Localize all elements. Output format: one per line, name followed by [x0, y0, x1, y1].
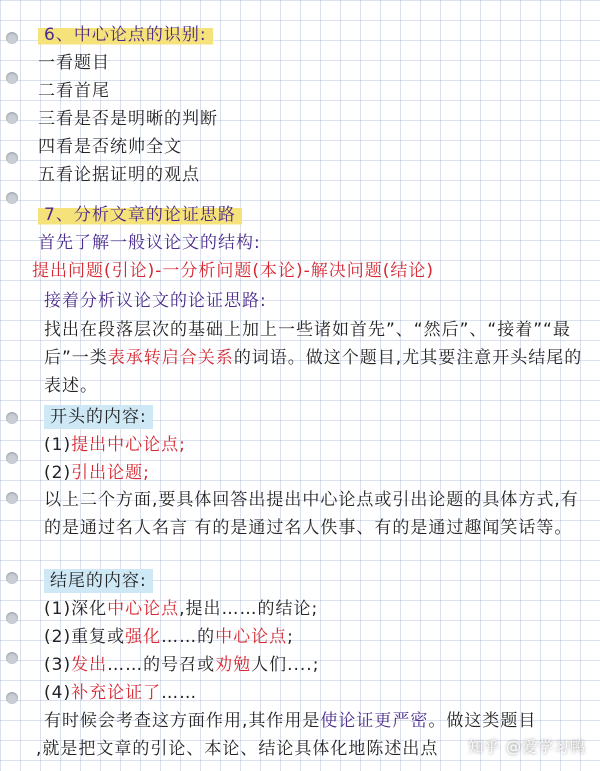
section-6-heading — [38, 22, 590, 48]
item-text: 二看首尾 — [38, 81, 110, 101]
item-text: 三看是否是明晰的判断 — [38, 109, 218, 129]
paragraph-3-line-1 — [44, 708, 590, 734]
opening-item — [44, 432, 590, 458]
binder-hole — [6, 112, 18, 124]
item-highlight: 劝勉 — [215, 655, 252, 675]
binder-hole — [6, 72, 18, 84]
ending-item — [44, 596, 590, 622]
binder-hole — [6, 192, 18, 204]
item-prefix: (1) — [44, 435, 72, 455]
item-text: ; — [287, 627, 294, 647]
intro-text: 首先了解一般议论文的结构: — [38, 233, 261, 253]
binder-hole — [6, 692, 18, 704]
item-highlight: 发出 — [71, 655, 108, 675]
item-highlight: 补充论证了 — [71, 683, 162, 703]
item-highlight: 强化 — [125, 627, 162, 647]
watermark: 知乎 @爱学习鸭 — [468, 738, 586, 756]
item-text: 人们....; — [251, 655, 320, 675]
binder-hole — [6, 612, 18, 624]
section-6-item — [38, 106, 590, 132]
item-text: (1)深化 — [44, 599, 108, 619]
item-text: ,提出……的结论; — [179, 599, 319, 619]
para-highlight: 使论证更严密 — [320, 711, 429, 731]
item-text: 五看论据证明的观点 — [38, 165, 200, 185]
section-6-item — [38, 134, 590, 160]
binder-hole — [6, 32, 18, 44]
para-text: 。做这类题目 — [428, 711, 537, 731]
item-text: …… — [161, 683, 198, 703]
ending-heading — [44, 568, 590, 594]
binder-hole — [6, 572, 18, 584]
para-highlight: 表承转启合关系 — [107, 348, 234, 368]
item-text: ……的号召或 — [107, 655, 216, 675]
item-highlight: 中心论点 — [107, 599, 180, 619]
item-text: (3) — [44, 655, 72, 675]
paragraph-1 — [44, 316, 594, 400]
section-7-heading — [38, 202, 590, 228]
section-6-item — [38, 162, 590, 188]
opening-heading-text: 开头的内容: — [44, 405, 153, 429]
para-text: 的词语。做这个题目,尤其要注意开头结尾的表述。 — [44, 348, 583, 396]
section-7-heading-text: 7、分析文章的论证思路 — [38, 203, 242, 227]
binder-hole — [6, 652, 18, 664]
item-highlight: 中心论点 — [215, 627, 288, 647]
ending-item — [44, 624, 590, 650]
item-text: 引出论题; — [71, 463, 150, 483]
para-text: 有时候会考查这方面作用,其作用是 — [44, 711, 321, 731]
para-text: 找出在段落层次的基础上加上一些诸如首先”、“然后”、“接着”“最后”一类 — [44, 320, 571, 368]
structure-text: 提出问题(引论)-一分析问题(本论)-解决问题(结论) — [32, 261, 435, 281]
item-prefix: (2) — [44, 463, 72, 483]
binder-hole — [6, 152, 18, 164]
next-text: 接着分析议论文的论证思路: — [44, 291, 267, 311]
paragraph-2: 以上二个方面,要具体回答出提出中心论点或引出论题的具体方式,有的是通过名人名言 有的是通过名人佚事、有的是通过趣闻笑话等。 — [44, 490, 579, 538]
paragraph-3-line-2: ,就是把文章的引论、本论、结论具体化地陈述出点 — [36, 739, 439, 759]
item-text: (2)重复或 — [44, 627, 126, 647]
section-6-item — [38, 50, 590, 76]
ending-heading-text: 结尾的内容: — [44, 569, 153, 593]
item-text: (4) — [44, 683, 72, 703]
item-text: 四看是否统帅全文 — [38, 137, 182, 157]
binder-hole — [6, 452, 18, 464]
ending-item — [44, 680, 590, 706]
ending-item — [44, 652, 590, 678]
binder-hole — [6, 492, 18, 504]
item-text: 一看题目 — [38, 53, 110, 73]
section-6-item — [38, 78, 590, 104]
binder-holes — [0, 0, 26, 771]
item-text: 提出中心论点; — [71, 435, 186, 455]
opening-heading — [44, 404, 590, 430]
opening-item — [44, 460, 590, 486]
item-text: ……的 — [161, 627, 216, 647]
section-6-heading-text: 6、中心论点的识别: — [38, 23, 213, 47]
binder-hole — [6, 412, 18, 424]
